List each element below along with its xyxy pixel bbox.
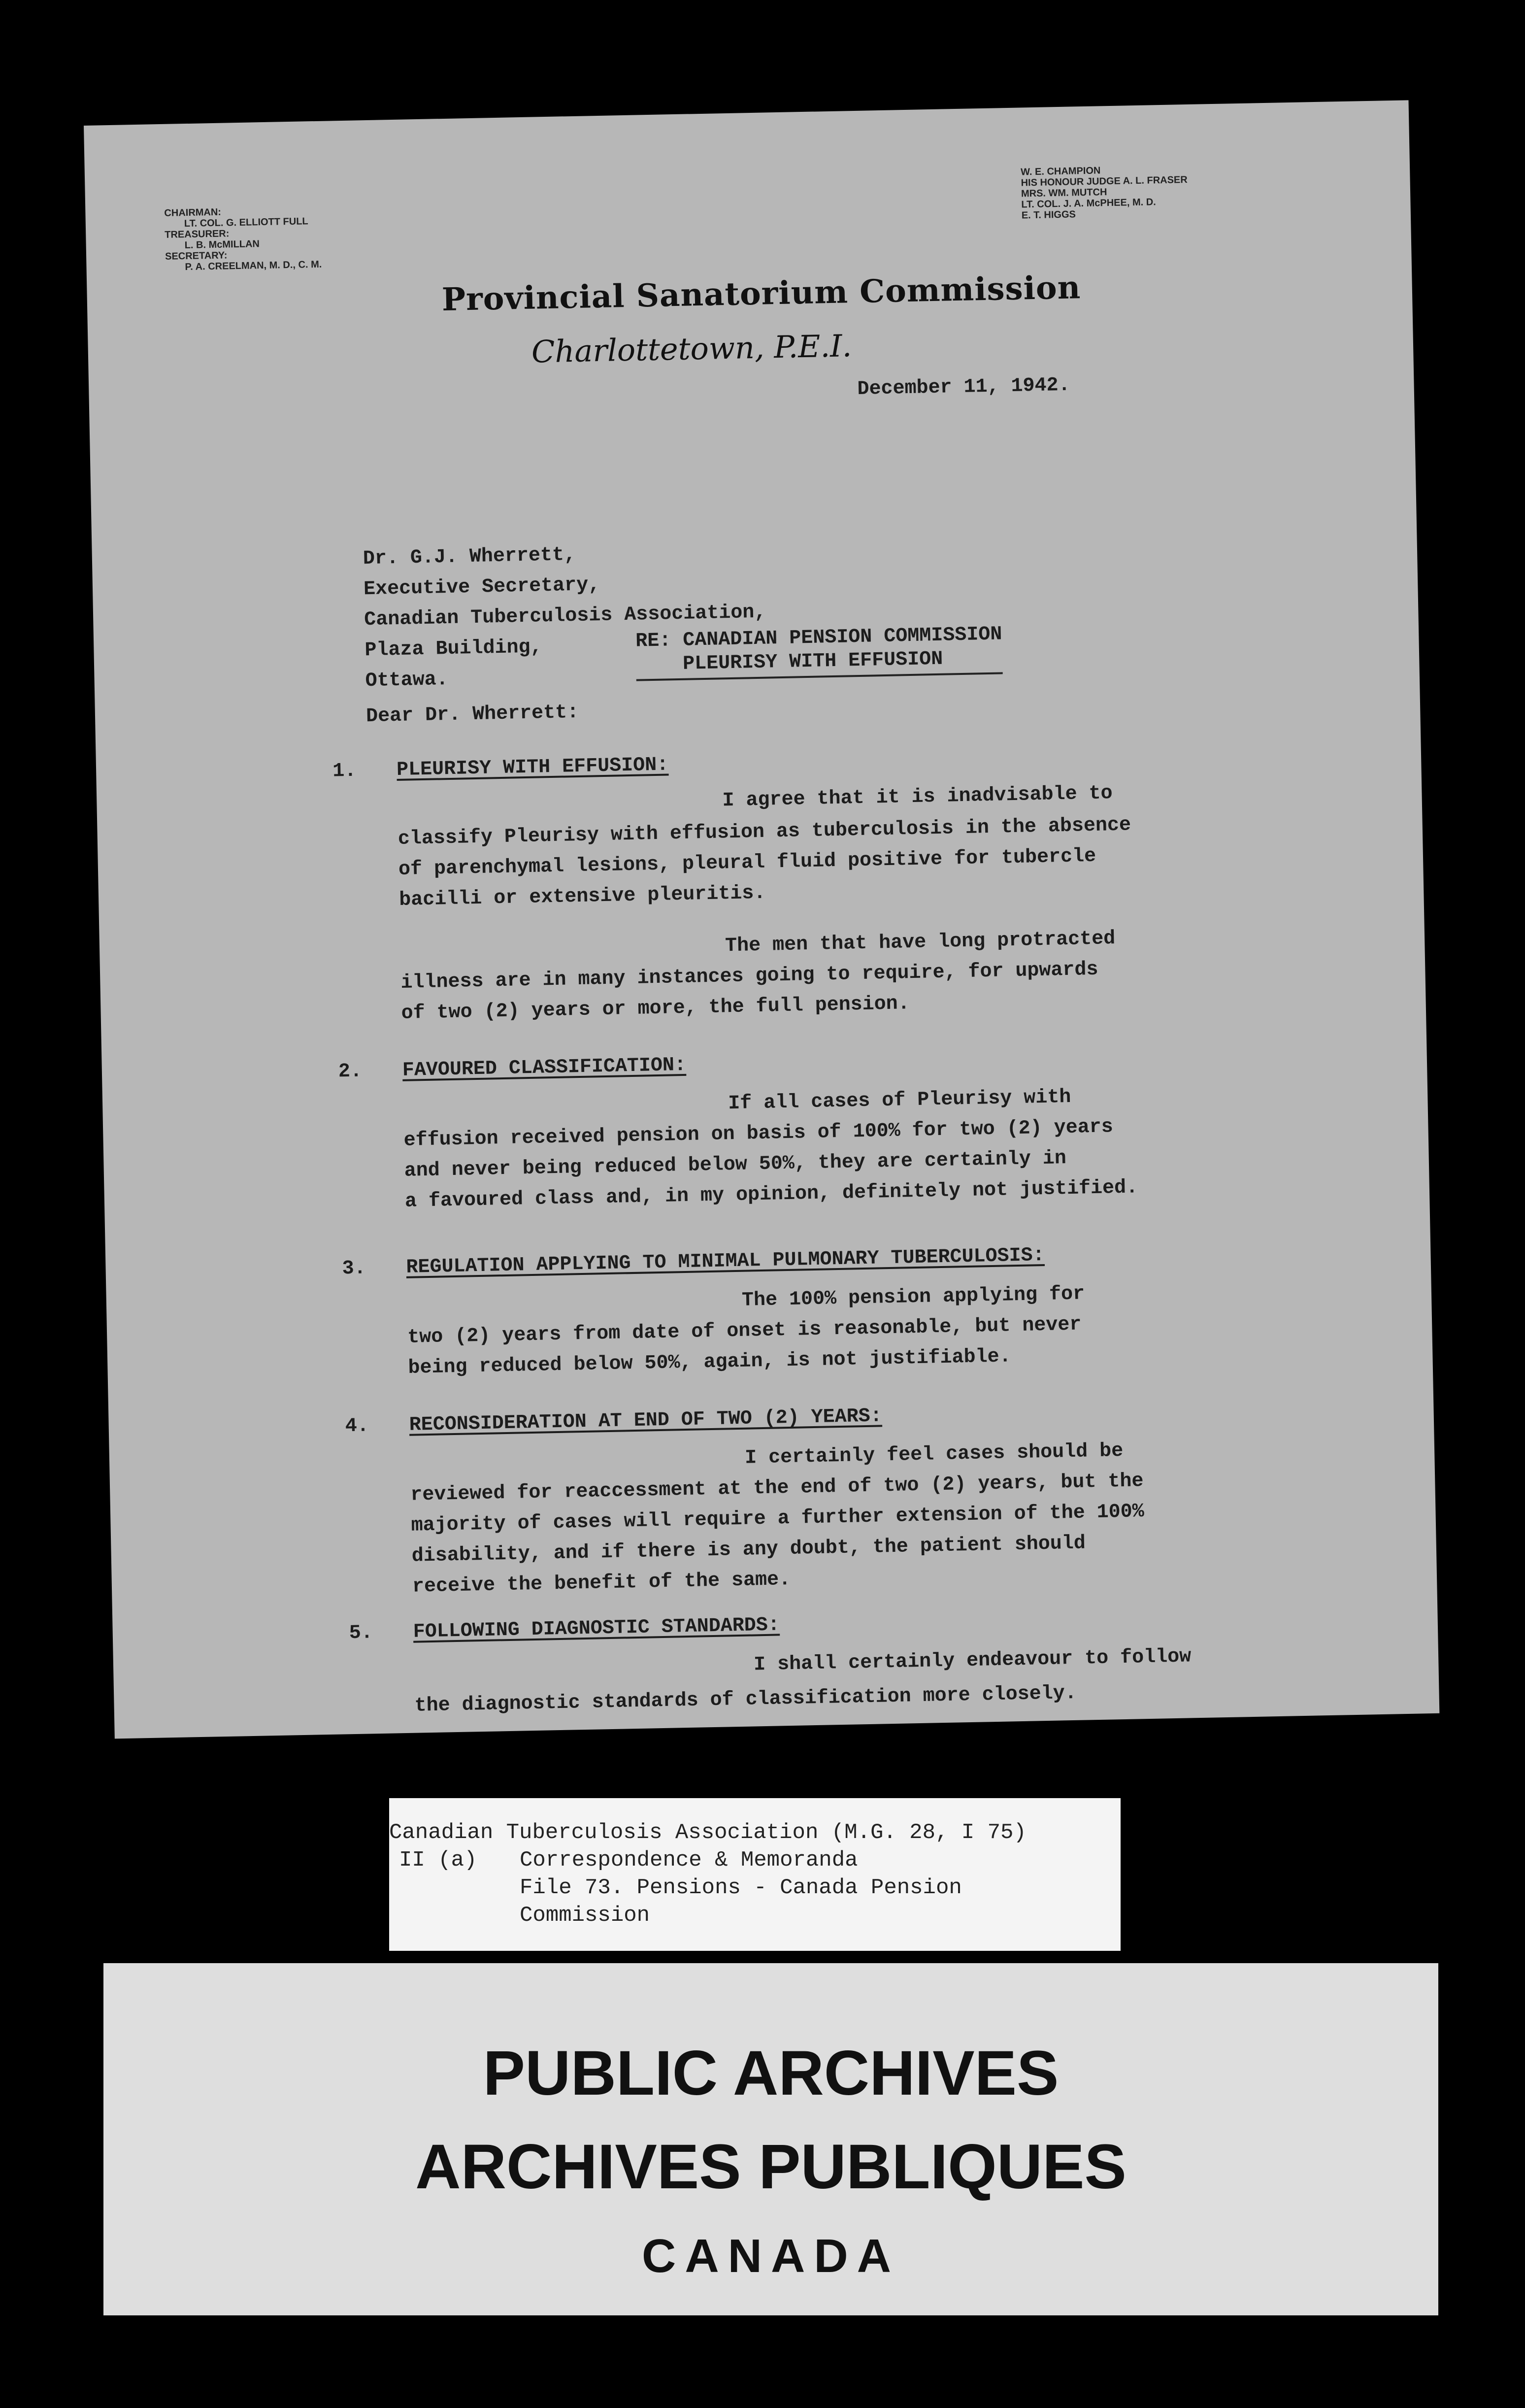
- section-4-heading: RECONSIDERATION AT END OF TWO (2) YEARS:: [409, 1405, 883, 1437]
- stamp-line-1: PUBLIC ARCHIVES: [483, 2038, 1059, 2108]
- salutation: Dear Dr. Wherrett:: [365, 701, 579, 728]
- text-line: receive the benefit of the same.: [412, 1568, 791, 1598]
- catalog-line-3: File 73. Pensions - Canada Pension: [520, 1875, 962, 1900]
- text-line: illness are in many instances going to require, for upwards: [400, 958, 1098, 994]
- chairman-label: CHAIRMAN:: [164, 206, 222, 219]
- secretary-name: P. A. CREELMAN, M. D., C. M.: [185, 259, 322, 273]
- text-line: and never being reduced below 50%, they are certainly in: [404, 1147, 1067, 1182]
- text-line: of two (2) years or more, the full pension.: [401, 993, 910, 1025]
- catalog-line-1: Canadian Tuberculosis Association (M.G. 28, I 75): [389, 1820, 1027, 1845]
- letterhead-members: [1021, 164, 1188, 221]
- member-name: E. T. HIGGS: [1021, 209, 1076, 221]
- re-block: [635, 623, 1003, 681]
- catalog-series: II (a): [399, 1848, 477, 1873]
- text-line: reviewed for reaccessment at the end of two (2) years, but the: [410, 1470, 1144, 1506]
- letterhead-title: Provincial Sanatorium Commission: [441, 269, 1081, 319]
- section-2-para-1-line: If all cases of Pleurisy with: [728, 1086, 1071, 1115]
- text-line: classify Pleurisy with effusion as tuberculosis in the absence: [398, 814, 1131, 851]
- letterhead-city: Charlottetown, P.E.I.: [531, 328, 852, 370]
- recipient-line: Plaza Building,: [365, 636, 542, 662]
- treasurer-label: TREASURER:: [165, 228, 230, 240]
- re-line: RE: CANADIAN PENSION COMMISSION: [635, 623, 1002, 653]
- text-line: a favoured class and, in my opinion, definitely not justified.: [404, 1176, 1138, 1213]
- recipient-line: Canadian Tuberculosis Association,: [364, 601, 766, 632]
- section-1-para-2-body: [400, 955, 1099, 1029]
- letter-date: December 11, 1942.: [857, 374, 1070, 401]
- member-name: HIS HONOUR JUDGE A. L. FRASER: [1021, 174, 1188, 189]
- catalog-line-2: Correspondence & Memoranda: [520, 1848, 858, 1873]
- letter-page: [84, 100, 1439, 1739]
- text-line: effusion received pension on basis of 100% for two (2) years: [403, 1116, 1114, 1152]
- recipient-line: Executive Secretary,: [363, 574, 600, 601]
- section-5-para-1-line: I shall certainly endeavour to follow: [753, 1645, 1192, 1676]
- section-2-para-1-body: [403, 1111, 1138, 1217]
- section-1-heading: PLEURISY WITH EFFUSION:: [396, 754, 669, 782]
- section-4-para-1-body: [410, 1466, 1146, 1603]
- archives-stamp: [103, 1963, 1438, 2315]
- stamp-line-2: ARCHIVES PUBLIQUES: [415, 2132, 1127, 2202]
- catalog-line-4: Commission: [520, 1903, 650, 1928]
- section-3-para-1-body: [407, 1310, 1082, 1384]
- section-2-heading: FAVOURED CLASSIFICATION:: [402, 1054, 687, 1082]
- section-3-para-1-line: The 100% pension applying for: [741, 1283, 1085, 1312]
- section-4-para-1-line: I certainly feel cases should be: [744, 1439, 1124, 1470]
- section-5-para-1-body: the diagnostic standards of classification more closely.: [414, 1682, 1077, 1717]
- treasurer-name: L. B. McMILLAN: [184, 238, 260, 251]
- member-name: LT. COL. J. A. McPHEE, M. D.: [1021, 197, 1156, 210]
- chairman-name: LT. COL. G. ELLIOTT FULL: [184, 216, 308, 230]
- text-line: two (2) years from date of onset is reasonable, but never: [407, 1313, 1082, 1349]
- secretary-label: SECRETARY:: [165, 250, 228, 262]
- section-1-para-2-line: The men that have long protracted: [725, 928, 1116, 958]
- section-3-heading: REGULATION APPLYING TO MINIMAL PULMONARY TUBERCULOSIS:: [406, 1244, 1045, 1279]
- text-line: majority of cases will require a further extension of the 100%: [411, 1501, 1145, 1537]
- section-2-number: 2.: [338, 1060, 363, 1083]
- section-1-number: 1.: [332, 760, 357, 783]
- section-5-number: 5.: [349, 1622, 373, 1645]
- recipient-line: Ottawa.: [365, 669, 449, 693]
- member-name: W. E. CHAMPION: [1020, 165, 1101, 178]
- text-line: being reduced below 50%, again, is not justifiable.: [408, 1345, 1011, 1379]
- recipient-line: Dr. G.J. Wherrett,: [363, 543, 576, 570]
- section-4-number: 4.: [345, 1415, 369, 1438]
- text-line: bacilli or extensive pleuritis.: [398, 882, 766, 911]
- stamp-line-3: CANADA: [642, 2230, 900, 2282]
- text-line: of parenchymal lesions, pleural fluid positive for tubercle: [398, 845, 1096, 881]
- re-line: PLEURISY WITH EFFUSION: [636, 646, 1003, 681]
- section-5-heading: FOLLOWING DIAGNOSTIC STANDARDS:: [413, 1614, 780, 1643]
- letterhead-officers: [164, 205, 322, 273]
- catalog-label: [389, 1798, 1121, 1951]
- section-3-number: 3.: [342, 1257, 366, 1280]
- member-name: MRS. WM. MUTCH: [1021, 187, 1107, 200]
- section-1-para-1-line: I agree that it is inadvisable to: [722, 782, 1113, 812]
- section-1-para-1-body: [398, 810, 1132, 916]
- text-line: disability, and if there is any doubt, the patient should: [411, 1532, 1086, 1568]
